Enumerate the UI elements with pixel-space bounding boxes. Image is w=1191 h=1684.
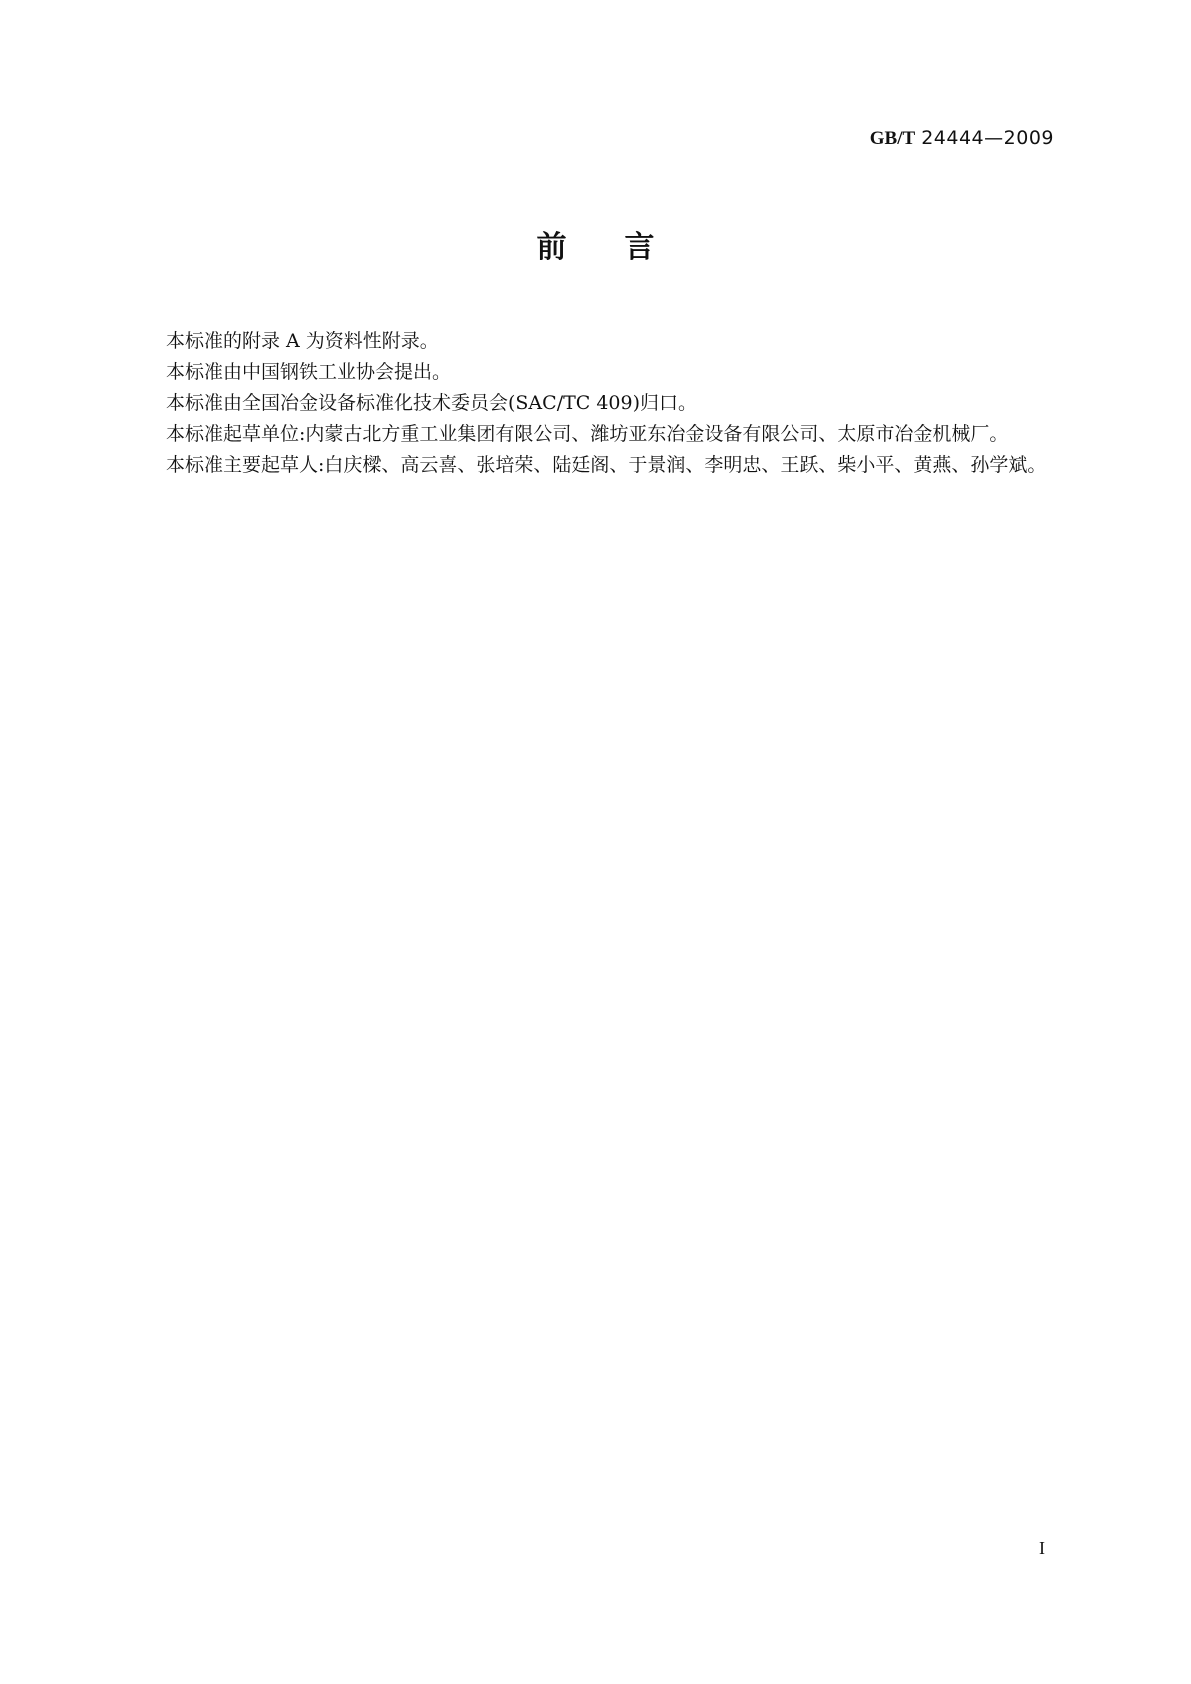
standard-number: 24444—2009 [921, 127, 1054, 149]
standard-prefix: GB/T [869, 128, 916, 149]
paragraph-proposer: 本标准由中国钢铁工业协会提出。 [166, 361, 452, 383]
paragraph-drafters: 本标准主要起草人:白庆樑、高云喜、张培荣、陆廷阁、于景润、李明忠、王跃、柴小平、黄燕、孙学斌。 [166, 454, 1047, 476]
page-number: I [1039, 1538, 1045, 1558]
paragraph-drafting-units: 本标准起草单位:内蒙古北方重工业集团有限公司、潍坊亚东冶金设备有限公司、太原市冶金机械厂。 [166, 423, 1009, 445]
paragraph-appendix: 本标准的附录 A 为资料性附录。 [166, 330, 439, 352]
paragraph-committee: 本标准由全国冶金设备标准化技术委员会(SAC/TC 409)归口。 [166, 392, 698, 414]
standard-code [870, 126, 1054, 151]
page-title: 前言 [536, 230, 713, 265]
foreword-body [128, 326, 1063, 481]
